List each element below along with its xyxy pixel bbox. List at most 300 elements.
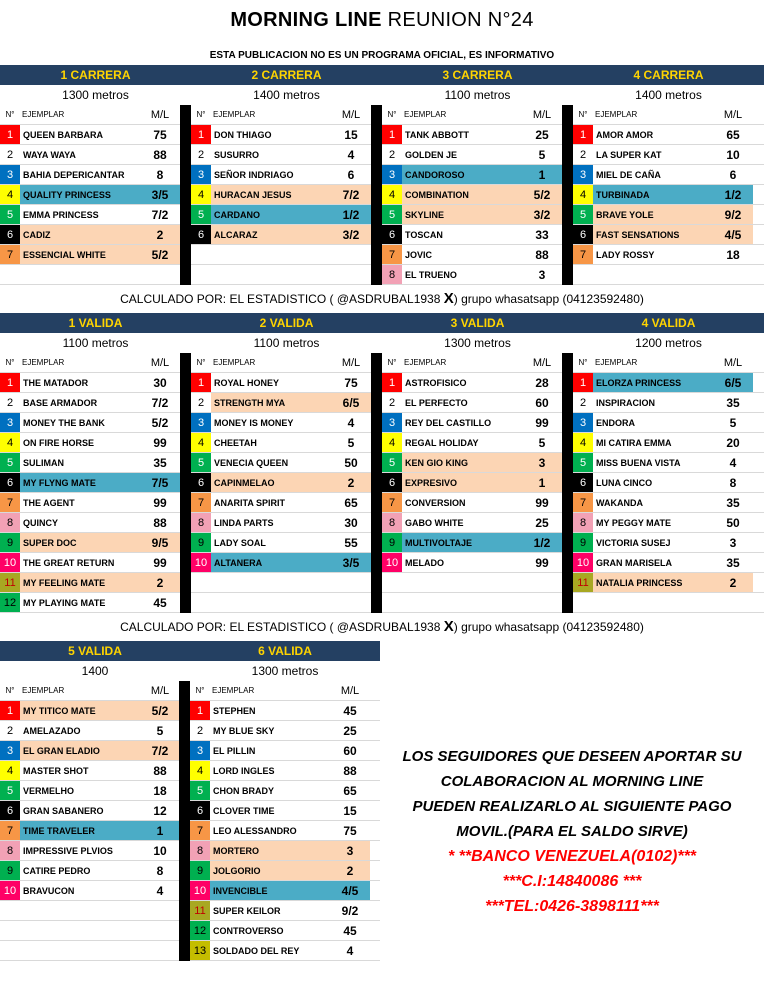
page-subtitle: ESTA PUBLICACION NO ES UN PROGRAMA OFICIAL, ES INFORMATIVO bbox=[209, 50, 555, 61]
header-ejemplar: EJEMPLAR bbox=[404, 110, 447, 119]
horse-odds: 4 bbox=[347, 147, 355, 162]
horse-name: CAPINMELAO bbox=[211, 473, 331, 492]
header-ejemplar: EJEMPLAR bbox=[22, 358, 65, 367]
table-row bbox=[573, 413, 764, 433]
table-row bbox=[191, 205, 382, 225]
horse-odds: 99 bbox=[153, 495, 167, 510]
horse-name: MIEL DE CAÑA bbox=[596, 169, 661, 180]
table-row bbox=[0, 573, 191, 593]
horse-number: 2 bbox=[0, 721, 20, 740]
horse-odds: 25 bbox=[535, 127, 549, 142]
horse-number: 8 bbox=[382, 265, 402, 284]
horse-odds: 6/5 bbox=[331, 393, 371, 412]
table-row bbox=[0, 225, 191, 245]
table-row bbox=[190, 781, 380, 801]
table-row bbox=[191, 533, 382, 553]
horse-name: ELORZA PRINCESS bbox=[593, 373, 713, 392]
empty-row bbox=[191, 573, 382, 593]
header-ejemplar: EJEMPLAR bbox=[595, 358, 638, 367]
horse-odds: 9/2 bbox=[713, 205, 753, 224]
calculated-by-note-1: CALCULADO POR: EL ESTADISTICO ( @ASDRUBAL1938 X) grupo whasatsapp (04123592480) bbox=[120, 290, 644, 307]
table-row bbox=[0, 453, 191, 473]
horse-name: HURACAN JESUS bbox=[211, 185, 331, 204]
table-row bbox=[190, 801, 380, 821]
horse-number: 8 bbox=[0, 513, 20, 532]
table-row bbox=[191, 493, 382, 513]
race-title: 1 CARRERA bbox=[60, 68, 131, 82]
race-table bbox=[191, 353, 382, 613]
table-header bbox=[0, 353, 191, 373]
table-row bbox=[382, 433, 573, 453]
horse-name: EMMA PRINCESS bbox=[23, 209, 99, 220]
race-table bbox=[0, 681, 190, 961]
table-row bbox=[0, 373, 191, 393]
race-distance-row bbox=[0, 661, 380, 681]
horse-name: GABO WHITE bbox=[405, 517, 464, 528]
table-row bbox=[382, 533, 573, 553]
race-title-row bbox=[0, 641, 380, 661]
horse-odds: 6/5 bbox=[713, 373, 753, 392]
horse-number: 2 bbox=[0, 393, 20, 412]
horse-odds: 15 bbox=[344, 127, 358, 142]
table-row bbox=[573, 205, 764, 225]
race-table bbox=[573, 105, 764, 285]
horse-odds: 3 bbox=[330, 841, 370, 860]
horse-name: STRENGTH MYA bbox=[211, 393, 331, 412]
horse-odds: 8 bbox=[156, 863, 164, 878]
table-header bbox=[0, 681, 190, 701]
table-row bbox=[382, 145, 573, 165]
race-title-row bbox=[0, 65, 764, 85]
horse-number: 10 bbox=[0, 553, 20, 572]
header-number: N° bbox=[196, 358, 206, 367]
table-row bbox=[190, 861, 380, 881]
race-distance: 1300 metros bbox=[444, 336, 511, 350]
horse-name: EXPRESIVO bbox=[402, 473, 522, 492]
horse-number: 4 bbox=[573, 185, 593, 204]
horse-number: 3 bbox=[382, 413, 402, 432]
table-row bbox=[191, 453, 382, 473]
horse-number: 5 bbox=[0, 205, 20, 224]
table-row bbox=[0, 533, 191, 553]
horse-odds: 55 bbox=[344, 535, 358, 550]
header-ejemplar: EJEMPLAR bbox=[595, 110, 638, 119]
table-row bbox=[0, 841, 190, 861]
horse-name: MORTERO bbox=[210, 841, 330, 860]
horse-name: WAKANDA bbox=[596, 497, 643, 508]
horse-name: REY DEL CASTILLO bbox=[405, 417, 492, 428]
page-title bbox=[0, 0, 764, 40]
horse-odds: 7/2 bbox=[151, 207, 169, 222]
empty-row bbox=[573, 593, 764, 613]
table-row bbox=[190, 741, 380, 761]
horse-name: SUSURRO bbox=[214, 149, 260, 160]
table-row bbox=[190, 721, 380, 741]
horse-number: 2 bbox=[382, 393, 402, 412]
horse-odds: 35 bbox=[726, 555, 740, 570]
header-number: N° bbox=[5, 358, 15, 367]
horse-name: ESSENCIAL WHITE bbox=[20, 245, 140, 264]
horse-name: CONTROVERSO bbox=[213, 925, 284, 936]
header-number: N° bbox=[195, 686, 205, 695]
horse-number: 6 bbox=[190, 801, 210, 820]
horse-name: EL PILLIN bbox=[213, 745, 256, 756]
table-row bbox=[191, 125, 382, 145]
horse-odds: 5/2 bbox=[522, 185, 562, 204]
race-table bbox=[0, 105, 191, 285]
race-table bbox=[382, 105, 573, 285]
horse-name: ALCARAZ bbox=[211, 225, 331, 244]
horse-number: 5 bbox=[382, 205, 402, 224]
table-row bbox=[382, 165, 573, 185]
horse-number: 1 bbox=[0, 373, 20, 392]
horse-odds: 2 bbox=[331, 473, 371, 492]
horse-odds: 50 bbox=[726, 515, 740, 530]
header-ml: M/L bbox=[340, 684, 360, 697]
horse-number: 5 bbox=[0, 453, 20, 472]
horse-odds: 4 bbox=[156, 883, 164, 898]
horse-number: 6 bbox=[0, 801, 20, 820]
horse-name: ENDORA bbox=[596, 417, 636, 428]
table-header bbox=[382, 105, 573, 125]
table-row bbox=[382, 265, 573, 285]
horse-odds: 1 bbox=[522, 473, 562, 492]
horse-name: ANARITA SPIRIT bbox=[214, 497, 285, 508]
horse-number: 4 bbox=[191, 433, 211, 452]
race-title: 2 VALIDA bbox=[259, 316, 314, 330]
horse-odds: 99 bbox=[535, 415, 549, 430]
horse-number: 5 bbox=[573, 205, 593, 224]
horse-name: SOLDADO DEL REY bbox=[213, 945, 300, 956]
horse-odds: 5/2 bbox=[151, 415, 169, 430]
horse-number: 10 bbox=[382, 553, 402, 572]
table-row bbox=[382, 393, 573, 413]
table-row bbox=[573, 373, 764, 393]
horse-number: 1 bbox=[0, 701, 20, 720]
race-table bbox=[0, 353, 191, 613]
horse-name: LORD INGLES bbox=[213, 765, 275, 776]
horse-name: BRAVUCON bbox=[23, 885, 75, 896]
horse-number: 7 bbox=[382, 493, 402, 512]
table-row bbox=[0, 493, 191, 513]
table-row bbox=[0, 701, 190, 721]
header-ejemplar: EJEMPLAR bbox=[212, 686, 255, 695]
horse-odds: 9/5 bbox=[140, 533, 180, 552]
race-distance: 1300 metros bbox=[251, 664, 319, 678]
table-row bbox=[0, 513, 191, 533]
horse-name: GRAN MARISELA bbox=[596, 557, 672, 568]
horse-name: EL GRAN ELADIO bbox=[20, 741, 140, 760]
validas-block bbox=[0, 313, 764, 613]
table-row bbox=[190, 841, 380, 861]
horse-name: CANDOROSO bbox=[402, 165, 522, 184]
horse-number: 7 bbox=[573, 493, 593, 512]
horse-number: 3 bbox=[0, 413, 20, 432]
header-ml: M/L bbox=[723, 356, 743, 369]
horse-name: MISS BUENA VISTA bbox=[596, 457, 681, 468]
table-row bbox=[573, 553, 764, 573]
race-columns bbox=[0, 681, 380, 961]
horse-number: 4 bbox=[382, 433, 402, 452]
horse-name: CHON BRADY bbox=[213, 785, 275, 796]
table-row bbox=[191, 513, 382, 533]
table-row bbox=[573, 393, 764, 413]
horse-number: 6 bbox=[191, 225, 211, 244]
table-row bbox=[0, 165, 191, 185]
header-ml: M/L bbox=[341, 108, 361, 121]
empty-row bbox=[0, 921, 190, 941]
horse-name: JOVIC bbox=[405, 249, 433, 260]
race-title: 1 VALIDA bbox=[68, 316, 123, 330]
header-ml: M/L bbox=[723, 108, 743, 121]
horse-name: GRAN SABANERO bbox=[23, 805, 104, 816]
horse-number: 1 bbox=[0, 125, 20, 144]
header-ml: M/L bbox=[532, 108, 552, 121]
promo-ci: ***C.I:14840086 *** bbox=[502, 872, 642, 890]
race-distance: 1100 metros bbox=[444, 88, 511, 102]
horse-odds: 5/2 bbox=[140, 245, 180, 264]
horse-name: TIME TRAVELER bbox=[20, 821, 140, 840]
table-row bbox=[0, 145, 191, 165]
horse-name: SKYLINE bbox=[402, 205, 522, 224]
horse-number: 2 bbox=[190, 721, 210, 740]
horse-number: 13 bbox=[190, 941, 210, 960]
horse-name: LA SUPER KAT bbox=[596, 149, 662, 160]
race-distance-row bbox=[0, 333, 764, 353]
horse-number: 6 bbox=[573, 473, 593, 492]
race-distance: 1300 metros bbox=[62, 88, 129, 102]
horse-name: SUPER KEILOR bbox=[213, 905, 281, 916]
horse-name: AMOR AMOR bbox=[596, 129, 654, 140]
race-title: 3 CARRERA bbox=[442, 68, 513, 82]
horse-name: MELADO bbox=[405, 557, 444, 568]
horse-number: 11 bbox=[0, 573, 20, 592]
horse-odds: 4 bbox=[346, 943, 354, 958]
horse-odds: 75 bbox=[343, 823, 357, 838]
horse-odds: 35 bbox=[153, 455, 167, 470]
horse-number: 9 bbox=[190, 861, 210, 880]
horse-odds: 5 bbox=[156, 723, 164, 738]
horse-name: KEN GIO KING bbox=[402, 453, 522, 472]
race-columns bbox=[0, 353, 764, 613]
horse-odds: 60 bbox=[343, 743, 357, 758]
promo-line-3: PUEDEN REALIZARLO AL SIGUIENTE PAGO bbox=[412, 797, 732, 815]
horse-name: MULTIVOLTAJE bbox=[402, 533, 522, 552]
horse-odds: 2 bbox=[330, 861, 370, 880]
horse-name: INVENCIBLE bbox=[210, 881, 330, 900]
column-divider bbox=[180, 105, 191, 285]
horse-name: MY PEGGY MATE bbox=[596, 517, 672, 528]
race-distance: 1400 metros bbox=[253, 88, 320, 102]
bottom-section bbox=[0, 641, 764, 961]
horse-number: 2 bbox=[0, 145, 20, 164]
table-row bbox=[382, 185, 573, 205]
horse-odds: 99 bbox=[535, 495, 549, 510]
horse-number: 2 bbox=[573, 393, 593, 412]
race-title: 5 VALIDA bbox=[68, 644, 122, 658]
horse-odds: 30 bbox=[344, 515, 358, 530]
horse-name: IMPRESSIVE PLVIOS bbox=[23, 845, 113, 856]
table-row bbox=[0, 413, 191, 433]
horse-name: SEÑOR INDRIAGO bbox=[214, 169, 294, 180]
horse-odds: 1/2 bbox=[522, 533, 562, 552]
horse-name: MY TITICO MATE bbox=[20, 701, 140, 720]
horse-number: 3 bbox=[573, 413, 593, 432]
horse-name: CARDANO bbox=[211, 205, 331, 224]
horse-name: ON FIRE HORSE bbox=[23, 437, 95, 448]
horse-number: 3 bbox=[0, 165, 20, 184]
horse-number: 9 bbox=[0, 533, 20, 552]
table-header bbox=[191, 353, 382, 373]
horse-number: 10 bbox=[573, 553, 593, 572]
empty-row bbox=[0, 901, 190, 921]
table-row bbox=[0, 473, 191, 493]
horse-name: AMELAZADO bbox=[23, 725, 81, 736]
column-divider bbox=[371, 353, 382, 613]
horse-name: LADY ROSSY bbox=[596, 249, 655, 260]
table-row bbox=[191, 413, 382, 433]
horse-number: 7 bbox=[382, 245, 402, 264]
race-columns bbox=[0, 105, 764, 285]
horse-number: 4 bbox=[0, 761, 20, 780]
header-number: N° bbox=[5, 110, 15, 119]
horse-odds: 28 bbox=[535, 375, 549, 390]
race-title-row bbox=[0, 313, 764, 333]
horse-name: TOSCAN bbox=[405, 229, 443, 240]
horse-number: 6 bbox=[191, 473, 211, 492]
table-row bbox=[0, 125, 191, 145]
horse-number: 7 bbox=[573, 245, 593, 264]
horse-number: 7 bbox=[0, 493, 20, 512]
table-row bbox=[191, 373, 382, 393]
horse-number: 5 bbox=[573, 453, 593, 472]
horse-name: MY PLAYING MATE bbox=[23, 597, 106, 608]
promo-line-1: LOS SEGUIDORES QUE DESEEN APORTAR SU bbox=[402, 747, 742, 765]
horse-odds: 3 bbox=[522, 453, 562, 472]
horse-odds: 99 bbox=[535, 555, 549, 570]
horse-name: DON THIAGO bbox=[214, 129, 272, 140]
promo-bank: * **BANCO VENEZUELA(0102)*** bbox=[447, 847, 697, 865]
race-table bbox=[190, 681, 380, 961]
horse-odds: 2 bbox=[713, 573, 753, 592]
horse-odds: 7/2 bbox=[331, 185, 371, 204]
table-row bbox=[0, 821, 190, 841]
horse-number: 2 bbox=[191, 145, 211, 164]
horse-number: 8 bbox=[573, 513, 593, 532]
header-number: N° bbox=[387, 358, 397, 367]
column-divider bbox=[180, 353, 191, 613]
horse-odds: 88 bbox=[153, 147, 167, 162]
horse-odds: 88 bbox=[343, 763, 357, 778]
horse-odds: 5 bbox=[729, 415, 737, 430]
horse-odds: 50 bbox=[344, 455, 358, 470]
horse-number: 2 bbox=[573, 145, 593, 164]
table-row bbox=[0, 433, 191, 453]
horse-name: LINDA PARTS bbox=[214, 517, 274, 528]
horse-number: 8 bbox=[382, 513, 402, 532]
horse-name: BASE ARMADOR bbox=[23, 397, 98, 408]
horse-number: 10 bbox=[191, 553, 211, 572]
horse-odds: 1/2 bbox=[331, 205, 371, 224]
table-row bbox=[0, 721, 190, 741]
horse-number: 11 bbox=[573, 573, 593, 592]
horse-odds: 75 bbox=[344, 375, 358, 390]
horse-name: THE AGENT bbox=[23, 497, 75, 508]
header-number: N° bbox=[578, 110, 588, 119]
horse-odds: 25 bbox=[343, 723, 357, 738]
table-row bbox=[190, 701, 380, 721]
table-row bbox=[0, 205, 191, 225]
race-table bbox=[573, 353, 764, 613]
horse-odds: 75 bbox=[153, 127, 167, 142]
table-row bbox=[190, 761, 380, 781]
horse-odds: 3/2 bbox=[522, 205, 562, 224]
horse-odds: 1/2 bbox=[713, 185, 753, 204]
table-row bbox=[573, 185, 764, 205]
header-ml: M/L bbox=[150, 684, 170, 697]
table-row bbox=[0, 881, 190, 901]
table-row bbox=[0, 861, 190, 881]
horse-odds: 88 bbox=[153, 515, 167, 530]
horse-odds: 65 bbox=[344, 495, 358, 510]
horse-number: 5 bbox=[190, 781, 210, 800]
horse-odds: 45 bbox=[343, 703, 357, 718]
horse-name: JOLGORIO bbox=[210, 861, 330, 880]
header-ejemplar: EJEMPLAR bbox=[22, 110, 65, 119]
horse-name: LEO ALESSANDRO bbox=[213, 825, 297, 836]
title-bold: MORNING LINE bbox=[230, 9, 382, 31]
horse-number: 8 bbox=[191, 513, 211, 532]
horse-name: MY BLUE SKY bbox=[213, 725, 275, 736]
header-number: N° bbox=[196, 110, 206, 119]
horse-odds: 5 bbox=[538, 147, 546, 162]
horse-odds: 35 bbox=[726, 395, 740, 410]
horse-odds: 88 bbox=[535, 247, 549, 262]
horse-number: 12 bbox=[0, 593, 20, 612]
horse-name: REGAL HOLIDAY bbox=[405, 437, 479, 448]
empty-row bbox=[573, 265, 764, 285]
table-row bbox=[190, 921, 380, 941]
horse-name: VICTORIA SUSEJ bbox=[596, 537, 671, 548]
horse-odds: 65 bbox=[343, 783, 357, 798]
header-ml: M/L bbox=[150, 356, 170, 369]
horse-odds: 7/5 bbox=[140, 473, 180, 492]
horse-number: 1 bbox=[382, 373, 402, 392]
horse-number: 1 bbox=[191, 125, 211, 144]
table-header bbox=[0, 105, 191, 125]
race-title: 6 VALIDA bbox=[258, 644, 312, 658]
horse-number: 8 bbox=[190, 841, 210, 860]
horse-odds: 2 bbox=[140, 573, 180, 592]
horse-name: CADIZ bbox=[20, 225, 140, 244]
horse-number: 6 bbox=[573, 225, 593, 244]
horse-number: 7 bbox=[0, 245, 20, 264]
promo-tel: ***TEL:0426-3898111*** bbox=[485, 897, 659, 915]
table-header bbox=[573, 353, 764, 373]
horse-number: 7 bbox=[191, 493, 211, 512]
horse-number: 4 bbox=[190, 761, 210, 780]
horse-odds: 5 bbox=[538, 435, 546, 450]
horse-number: 3 bbox=[190, 741, 210, 760]
table-row bbox=[573, 225, 764, 245]
empty-row bbox=[191, 265, 382, 285]
horse-number: 2 bbox=[382, 145, 402, 164]
table-row bbox=[382, 513, 573, 533]
horse-odds: 3/5 bbox=[331, 553, 371, 572]
table-row bbox=[573, 493, 764, 513]
header-ml: M/L bbox=[532, 356, 552, 369]
table-row bbox=[382, 245, 573, 265]
